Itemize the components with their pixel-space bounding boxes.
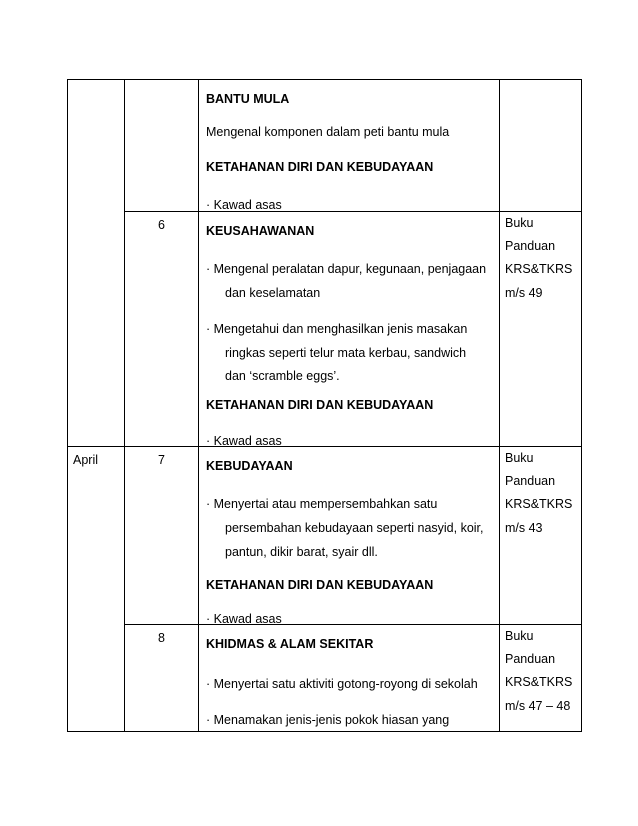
column-divider (124, 79, 125, 731)
table-border-bottom (67, 731, 582, 732)
activity-text: Mengenal komponen dalam peti bantu mula (206, 125, 450, 139)
section-heading: KEUSAHAWANAN (206, 224, 315, 238)
activity-text: · Kawad asas (206, 612, 282, 626)
table-border-top (67, 79, 582, 80)
table-border-left (67, 79, 68, 731)
reference-text: Panduan (505, 474, 556, 488)
reference-text: Buku (505, 451, 534, 465)
reference-text: m/s 43 (505, 521, 543, 535)
activity-text: · Menyertai atau mempersembahkan satu (206, 497, 438, 511)
activity-text: ringkas seperti telur mata kerbau, sandwich (225, 346, 467, 360)
month-label: April (73, 453, 99, 467)
reference-text: Panduan (505, 652, 556, 666)
week-number: 8 (158, 631, 165, 645)
activity-text: · Mengetahui dan menghasilkan jenis masakan (206, 322, 468, 336)
reference-text: Buku (505, 216, 534, 230)
activity-text: dan ‘scramble eggs’. (225, 369, 340, 383)
reference-text: KRS&TKRS (505, 675, 573, 689)
section-heading: KEBUDAYAAN (206, 459, 293, 473)
row-divider (124, 211, 582, 212)
activity-text: · Kawad asas (206, 198, 282, 212)
reference-text: KRS&TKRS (505, 262, 573, 276)
activity-text: · Menyertai satu aktiviti gotong-royong di sekolah (206, 677, 478, 691)
activity-text: persembahan kebudayaan seperti nasyid, koir, (225, 521, 484, 535)
section-heading: KHIDMAS & ALAM SEKITAR (206, 637, 374, 651)
activity-text: · Mengenal peralatan dapur, kegunaan, penjagaan (206, 262, 487, 276)
reference-text: Buku (505, 629, 534, 643)
column-divider (499, 79, 500, 731)
activity-text: pantun, dikir barat, syair dll. (225, 545, 378, 559)
activity-text: · Kawad asas (206, 434, 282, 448)
reference-text: Panduan (505, 239, 556, 253)
section-heading: KETAHANAN DIRI DAN KEBUDAYAAN (206, 398, 434, 412)
reference-text: m/s 47 – 48 (505, 699, 571, 713)
column-divider (198, 79, 199, 731)
section-heading: KETAHANAN DIRI DAN KEBUDAYAAN (206, 160, 434, 174)
row-divider (67, 446, 582, 447)
activity-text: · Menamakan jenis-jenis pokok hiasan yang (206, 713, 450, 727)
section-heading: BANTU MULA (206, 92, 290, 106)
week-number: 6 (158, 218, 165, 232)
activity-text: dan keselamatan (225, 286, 321, 300)
row-divider (124, 624, 582, 625)
week-number: 7 (158, 453, 165, 467)
reference-text: m/s 49 (505, 286, 543, 300)
table-border-right (581, 79, 582, 731)
reference-text: KRS&TKRS (505, 497, 573, 511)
section-heading: KETAHANAN DIRI DAN KEBUDAYAAN (206, 578, 434, 592)
